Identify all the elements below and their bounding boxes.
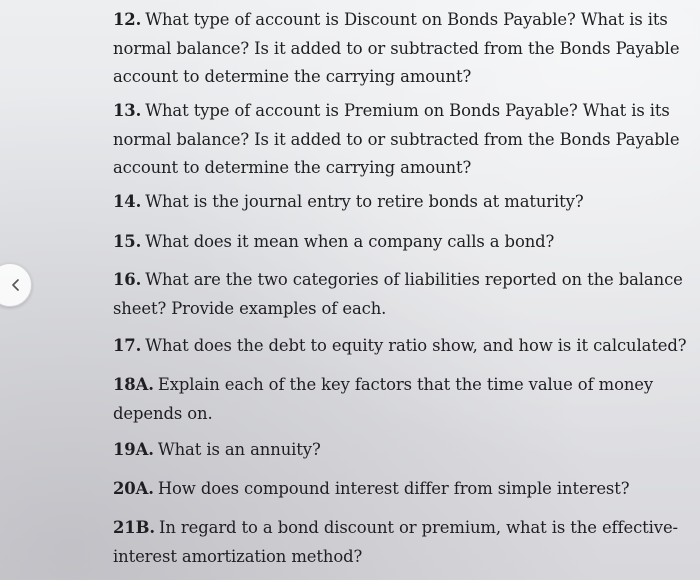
question-number: 14.: [113, 192, 142, 211]
question-number: 16.: [113, 270, 142, 289]
question-text: What does it mean when a company calls a bond?: [145, 232, 555, 251]
question-text: What type of account is Discount on Bonds Payable? What is its normal balance? Is it added to or subtracted from the Bonds Payable account to determine the carrying amount?: [113, 10, 680, 86]
question-14: [113, 188, 584, 217]
question-text: What does the debt to equity ratio show, and how is it calculated?: [145, 336, 687, 355]
question-text: In regard to a bond discount or premium, what is the effective-interest amortization method?: [113, 518, 678, 566]
question-text: Explain each of the key factors that the time value of money depends on.: [113, 375, 654, 423]
question-number: 13.: [113, 101, 142, 120]
question-20a: [113, 475, 629, 504]
question-number: 18A.: [113, 375, 154, 394]
question-number: 19A.: [113, 440, 154, 459]
question-12: [113, 6, 693, 92]
question-number: 15.: [113, 232, 142, 251]
back-button[interactable]: [0, 263, 32, 307]
question-number: 17.: [113, 336, 142, 355]
question-16: [113, 266, 693, 323]
question-text: What are the two categories of liabilities reported on the balance sheet? Provide examples of each.: [113, 270, 683, 318]
question-17: [113, 332, 686, 361]
question-number: 12.: [113, 10, 142, 29]
question-text: What type of account is Premium on Bonds Payable? What is its normal balance? Is it added to or subtracted from the Bonds Payable account to determine the carrying amount?: [113, 101, 680, 177]
question-13: [113, 97, 693, 183]
question-text: What is the journal entry to retire bonds at maturity?: [145, 192, 584, 211]
chevron-left-icon: [11, 279, 21, 291]
question-text: How does compound interest differ from simple interest?: [157, 479, 630, 498]
question-15: [113, 228, 554, 257]
question-18a: [113, 371, 693, 428]
question-21b: [113, 514, 693, 571]
question-text: What is an annuity?: [157, 440, 321, 459]
question-number: 20A.: [113, 479, 154, 498]
question-number: 21B.: [113, 518, 155, 537]
question-19a: [113, 436, 321, 465]
